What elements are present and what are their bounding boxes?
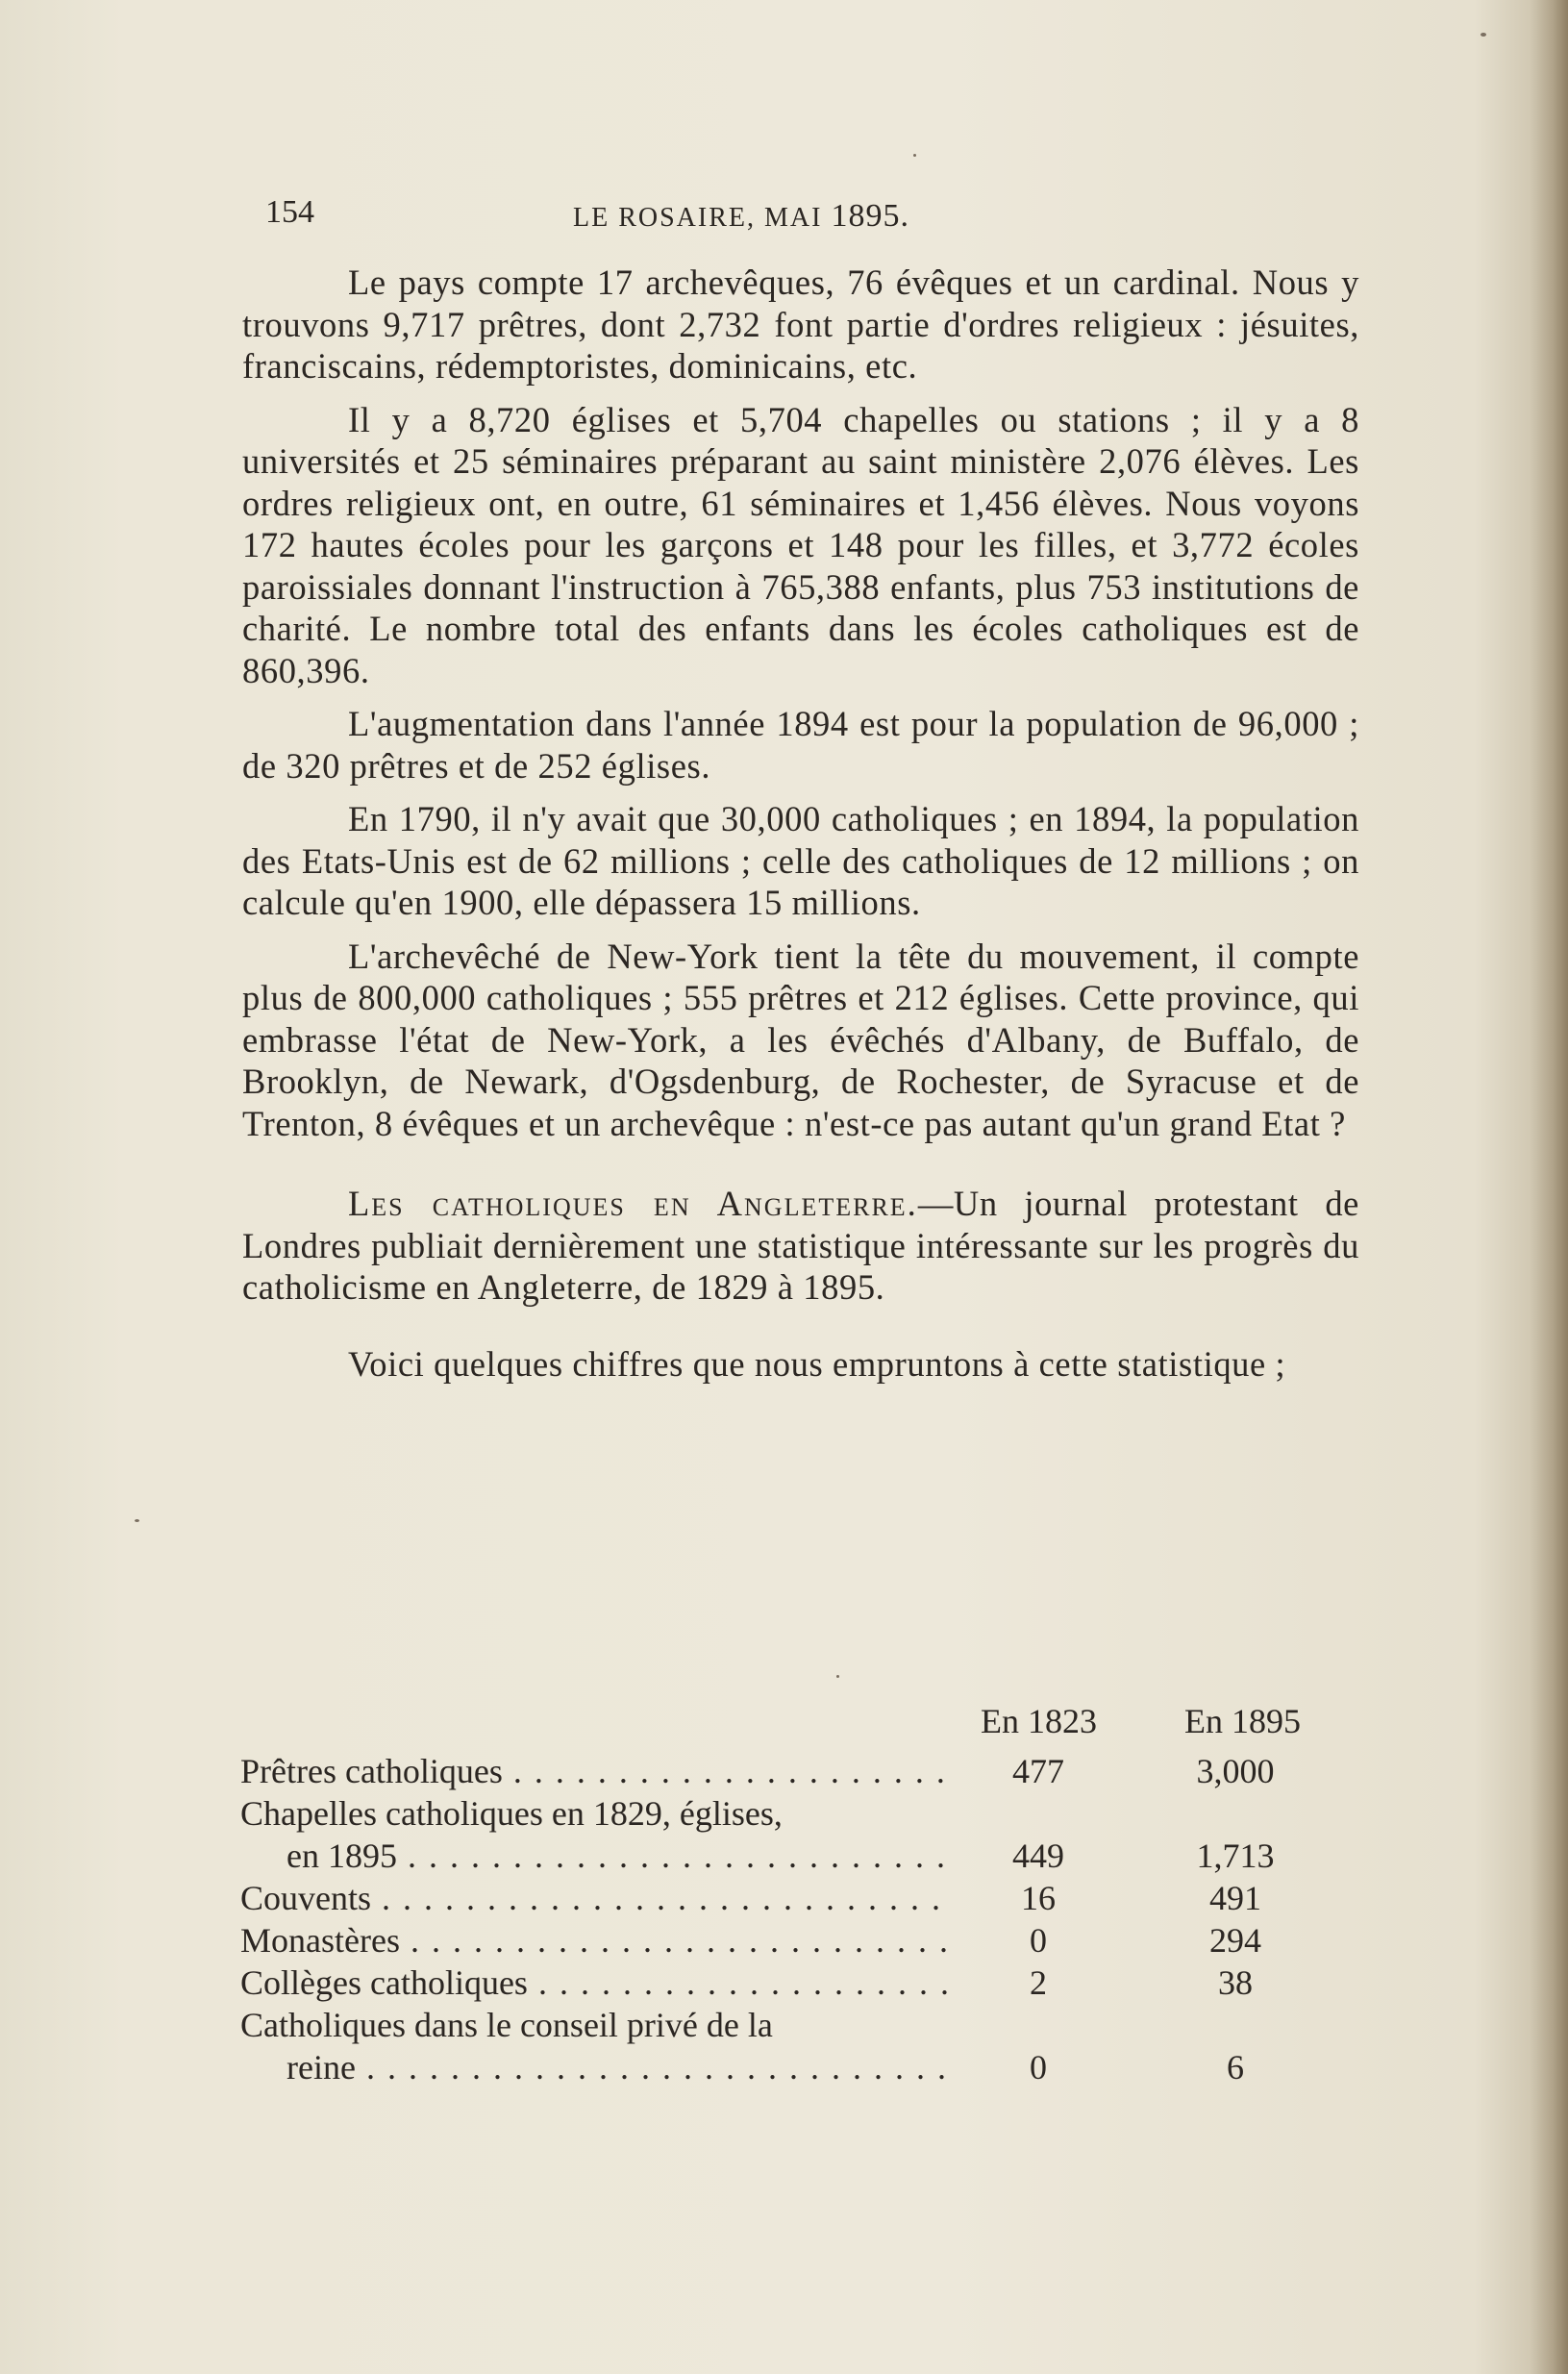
paper-speck: [913, 154, 916, 157]
section-text: —Un journal protestant de Londres publiait dernièrement une statistique intéressante sur les progrès du catholicisme en Angleterre, de 1829 à 1895.: [242, 1184, 1359, 1307]
table-header: [240, 1700, 1356, 1750]
row-label-continuation: reine . . .: [286, 2046, 952, 2088]
paragraph: Il y a 8,720 églises et 5,704 chapelles ou stations ; il y a 8 universités et 25 séminaires préparant au saint ministère 2,076 élèves. Les ordres religieux ont, en outre, 61 séminaires et 1,456 élèves. Nous voyons 172 hautes écoles pour les garçons et 148 pour les filles, et 3,772 écoles paroissiales donnant l'instruction à 765,388 enfants, plus 753 institutions de charité. Le nombre total des enfants dans les écoles catholiques est de 860,396.: [242, 399, 1359, 690]
value-1895: 6: [1227, 2048, 1244, 2087]
value-1895: 1,713: [1196, 1837, 1275, 1875]
intro-paragraph: Voici quelques chiffres que nous empruntons à cette statistique ;: [348, 1343, 1286, 1384]
value-1823: 16: [1021, 1879, 1056, 1917]
section-heading: Les catholiques en Angleterre.: [348, 1184, 918, 1223]
paper-speck: [1481, 33, 1486, 37]
page-edge-shadow: [1530, 0, 1568, 2374]
value-1895: 294: [1209, 1921, 1261, 1960]
article-body: [242, 262, 1359, 1396]
table-row: [240, 1877, 1356, 1919]
paragraph: L'augmentation dans l'année 1894 est pour la population de 96,000 ; de 320 prêtres et de 252 églises.: [242, 704, 1359, 786]
row-label: Monastères . . .: [240, 1919, 952, 1962]
row-label: Catholiques dans le conseil privé de la: [240, 2006, 773, 2044]
row-label: Prêtres catholiques . . .: [240, 1750, 952, 1792]
page-number: 154: [265, 194, 314, 230]
table-row-continuation: [240, 1835, 1356, 1877]
statistics-table: [240, 1700, 1356, 2088]
paragraph: Le pays compte 17 archevêques, 76 évêques et un cardinal. Nous y trouvons 9,717 prêtres, dont 2,732 font partie d'ordres religieux : jésuites, franciscains, rédemptoristes, dominicains, etc.: [242, 262, 1359, 386]
value-1823: 0: [1030, 1921, 1047, 1960]
row-label: Couvents . . .: [240, 1877, 952, 1919]
value-1823: 449: [1012, 1837, 1064, 1875]
value-1823: 0: [1030, 2048, 1047, 2087]
table-row: [240, 1962, 1356, 2004]
table-row: [240, 1792, 1356, 1835]
table-row: [240, 1750, 1356, 1792]
table-row: [240, 1919, 1356, 1962]
value-1895: 3,000: [1196, 1752, 1275, 1790]
value-1823: 2: [1030, 1963, 1047, 2002]
value-1895: 38: [1218, 1963, 1253, 2002]
running-head-year: 1895.: [831, 198, 909, 234]
paper-speck: [135, 1519, 139, 1522]
paper-speck: [836, 1675, 839, 1678]
row-label-continuation: en 1895 . . .: [286, 1835, 952, 1877]
column-header-1895: En 1895: [1184, 1702, 1301, 1740]
value-1895: 491: [1209, 1879, 1261, 1917]
table-row: [240, 2004, 1356, 2046]
value-1823: 477: [1012, 1752, 1064, 1790]
table-row-continuation: [240, 2046, 1356, 2088]
section-paragraph: [242, 1183, 1359, 1309]
running-head-title: LE ROSAIRE, MAI: [573, 203, 823, 233]
row-label: Collèges catholiques . . .: [240, 1962, 952, 2004]
row-label: Chapelles catholiques en 1829, églises,: [240, 1794, 783, 1833]
column-header-1823: En 1823: [981, 1702, 1097, 1740]
paragraph: En 1790, il n'y avait que 30,000 catholiques ; en 1894, la population des Etats-Unis est de 62 millions ; celle des catholiques de 12 millions ; on calcule qu'en 1900, elle dépassera 15 millions.: [242, 799, 1359, 922]
page-header: [265, 194, 1034, 242]
running-head: [573, 198, 909, 235]
paragraph: L'archevêché de New-York tient la tête du mouvement, il compte plus de 800,000 catholiques ; 555 prêtres et 212 églises. Cette province, qui embrasse l'état de New-York, a les évêchés d'Albany, de Buffalo, de Brooklyn, de Newark, d'Ogsdenburg, de Rochester, de Syracuse et de Trenton, 8 évêques et un archevêque : n'est-ce pas autant qu'un grand Etat ?: [242, 936, 1359, 1143]
